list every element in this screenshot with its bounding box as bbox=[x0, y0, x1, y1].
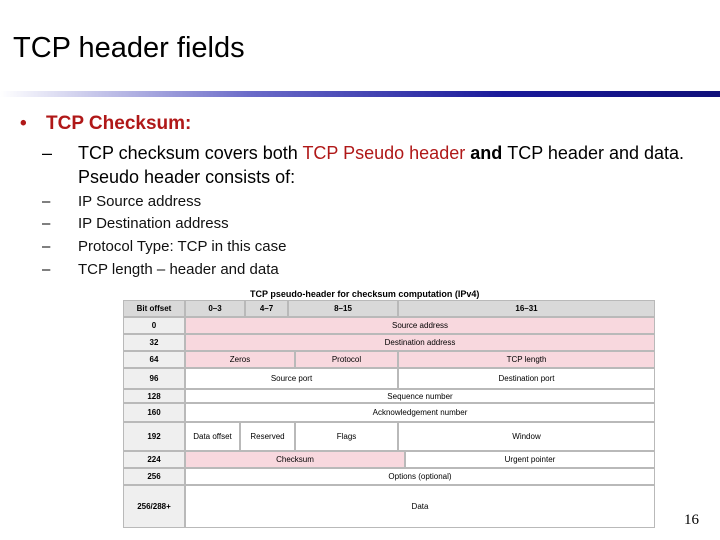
description-pseudo-header: TCP Pseudo header bbox=[302, 143, 466, 163]
bullet-marker: • bbox=[20, 113, 27, 134]
field-source-address: Source address bbox=[185, 317, 655, 334]
table-title: TCP pseudo-header for checksum computation (IPv4) bbox=[250, 289, 480, 299]
list-dash: – bbox=[42, 215, 51, 232]
description-and: and bbox=[465, 143, 508, 163]
offset-cell: 32 bbox=[123, 334, 185, 351]
field-protocol: Protocol bbox=[295, 351, 398, 368]
field-data-offset: Data offset bbox=[185, 422, 240, 451]
offset-cell: 192 bbox=[123, 422, 185, 451]
field-zeros: Zeros bbox=[185, 351, 295, 368]
offset-cell: 0 bbox=[123, 317, 185, 334]
offset-cell: 64 bbox=[123, 351, 185, 368]
offset-cell: 160 bbox=[123, 403, 185, 422]
header-0-3: 0–3 bbox=[185, 300, 245, 317]
offset-cell: 256/288+ bbox=[123, 485, 185, 528]
list-text: TCP length – header and data bbox=[78, 261, 279, 278]
header-bit-offset: Bit offset bbox=[123, 300, 185, 317]
field-options: Options (optional) bbox=[185, 468, 655, 485]
list-dash: – bbox=[42, 193, 51, 210]
field-data: Data bbox=[185, 485, 655, 528]
field-tcp-length: TCP length bbox=[398, 351, 655, 368]
offset-cell: 96 bbox=[123, 368, 185, 389]
description-part1: TCP checksum covers both bbox=[78, 143, 303, 163]
description-part2: TCP header and data. Pseudo header consists of: bbox=[78, 143, 685, 187]
description-text bbox=[78, 141, 718, 189]
list-text: IP Source address bbox=[78, 193, 202, 210]
pseudo-header-table bbox=[123, 300, 655, 528]
field-checksum: Checksum bbox=[185, 451, 405, 468]
sub-dash: – bbox=[42, 143, 53, 163]
list-text: Protocol Type: TCP in this case bbox=[78, 238, 287, 255]
list-dash: – bbox=[42, 261, 51, 278]
field-flags: Flags bbox=[295, 422, 398, 451]
slide-title: TCP header fields bbox=[13, 32, 245, 64]
list-text: IP Destination address bbox=[78, 215, 229, 232]
field-urgent-pointer: Urgent pointer bbox=[405, 451, 655, 468]
offset-cell: 128 bbox=[123, 389, 185, 403]
field-destination-address: Destination address bbox=[185, 334, 655, 351]
field-destination-port: Destination port bbox=[398, 368, 655, 389]
header-16-31: 16–31 bbox=[398, 300, 655, 317]
offset-cell: 224 bbox=[123, 451, 185, 468]
header-8-15: 8–15 bbox=[288, 300, 398, 317]
list-dash: – bbox=[42, 238, 51, 255]
title-divider bbox=[0, 91, 720, 97]
bullet-heading: TCP Checksum: bbox=[46, 113, 192, 134]
field-window: Window bbox=[398, 422, 655, 451]
field-sequence-number: Sequence number bbox=[185, 389, 655, 403]
page-number: 16 bbox=[684, 512, 699, 528]
field-reserved: Reserved bbox=[240, 422, 295, 451]
field-ack-number: Acknowledgement number bbox=[185, 403, 655, 422]
offset-cell: 256 bbox=[123, 468, 185, 485]
header-4-7: 4–7 bbox=[245, 300, 288, 317]
field-source-port: Source port bbox=[185, 368, 398, 389]
